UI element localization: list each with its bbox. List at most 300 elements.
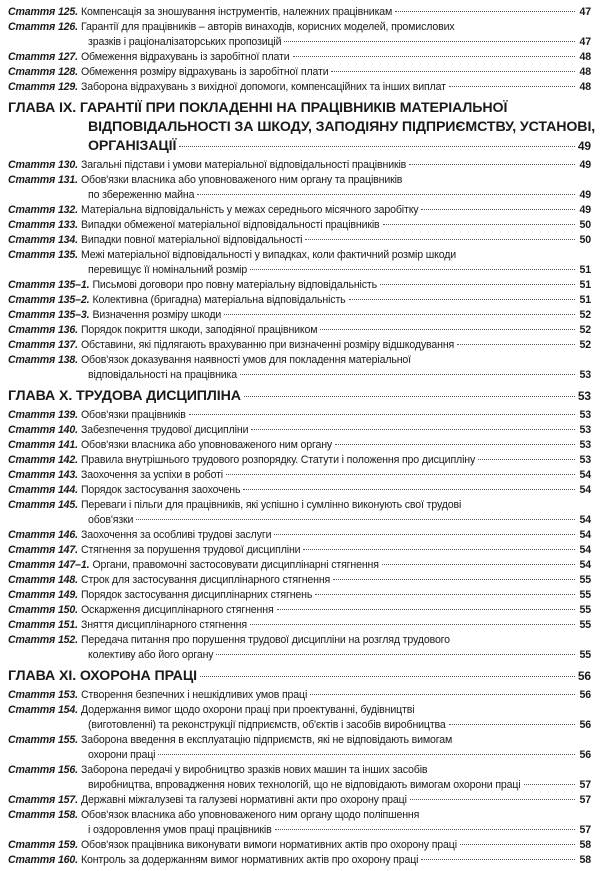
article-title: Компенсація за зношування інструментів, належних працівникам [80,6,393,18]
article-title: перевищує її номінальний розмір [88,264,248,276]
article-line [8,588,591,603]
article-num: 159. [57,839,78,851]
article-entry [8,323,591,338]
article-line [8,323,591,338]
page-number: 53 [579,424,591,436]
article-line [8,778,591,793]
article-num: 135. [57,249,78,261]
article-title: Обов'язок доказування наявності умов для покладення матеріальної [80,354,411,366]
page-number: 50 [579,219,591,231]
article-prefix: Стаття [8,559,56,571]
article-title: Заохочення за особливі трудові заслуги [80,529,272,541]
article-title: Межі матеріальної відповідальності у випадках, коли фактичний розмір шкоди [80,249,457,261]
article-title: Органи, правомочні застосовувати дисциплінарні стягнення [92,559,379,571]
article-title: Заборона відрахувань з вихідної допомоги, компенсаційних та інших виплат [80,81,446,93]
article-number [8,453,78,468]
article-line [8,80,591,95]
article-title: Заборона передачі у виробництво зразків нових машин та інших засобів [80,764,428,776]
article-number [8,218,78,233]
article-entry [8,158,591,173]
article-prefix: Стаття [8,589,56,601]
article-line [8,408,591,423]
article-entry [8,793,591,808]
article-entry [8,618,591,633]
article-line [8,158,591,173]
article-entry [8,293,591,308]
article-prefix: Стаття [8,219,56,231]
article-line [8,808,591,823]
article-line [8,468,591,483]
article-prefix: Стаття [8,619,56,631]
chapter-title-line [8,387,591,406]
article-number [8,158,78,173]
dot-leader [395,11,575,12]
article-num: 136. [57,324,78,336]
article-entry [8,173,591,203]
article-entry [8,573,591,588]
dot-leader [310,694,575,695]
article-title: Порядок застосування заохочень [80,484,241,496]
article-number [8,573,78,588]
article-number [8,808,78,823]
page-number: 48 [579,51,591,63]
page-number: 56 [577,669,591,683]
article-num: 157. [57,794,78,806]
article-entry [8,50,591,65]
article-num: 131. [57,174,78,186]
article-prefix: Стаття [8,454,56,466]
article-line [8,853,591,868]
article-entry [8,588,591,603]
article-prefix: Стаття [8,354,56,366]
article-number [8,558,89,573]
article-line [8,603,591,618]
article-num: 139. [57,409,78,421]
article-number [8,588,78,603]
page-number: 53 [579,369,591,381]
article-title: і оздоровлення умов праці працівників [88,824,272,836]
article-entry [8,558,591,573]
chapter-entry [8,99,596,156]
article-line [8,823,591,838]
page-number: 54 [579,484,591,496]
article-line [8,838,591,853]
article-prefix: Стаття [8,854,56,866]
dot-leader [251,429,575,430]
page-number: 49 [579,189,591,201]
article-line [8,733,591,748]
page-number: 53 [579,454,591,466]
dot-leader [380,284,575,285]
dot-leader [158,754,575,755]
dot-leader [250,624,575,625]
article-line [8,278,591,293]
article-title: Створення безпечних і нешкідливих умов праці [80,689,308,701]
article-entry [8,408,591,423]
article-prefix: Стаття [8,66,56,78]
article-num: 145. [57,499,78,511]
page-number: 54 [579,514,591,526]
dot-leader [293,56,576,57]
article-line [8,453,591,468]
article-entry [8,763,591,793]
article-entry [8,853,591,868]
article-num: 158. [57,809,78,821]
article-entry [8,20,591,50]
chapter-entry [8,667,591,686]
article-prefix: Стаття [8,484,56,496]
page-number: 48 [579,81,591,93]
page-number: 57 [579,779,591,791]
chapter-title-line [8,118,596,137]
article-title: виробництва, впровадження нових технологій, що не відповідають вимогам охорони праці [88,779,521,791]
dot-leader [200,676,575,677]
article-num: 132. [57,204,78,216]
article-num: 135–2. [57,294,90,306]
article-entry [8,338,591,353]
article-number [8,278,89,293]
article-line [8,558,591,573]
article-entry [8,218,591,233]
article-prefix: Стаття [8,159,56,171]
article-title: по збереженню майна [88,189,195,201]
article-title: Колективна (бригадна) матеріальна відповідальність [92,294,346,306]
dot-leader [189,414,575,415]
article-num: 144. [57,484,78,496]
article-title: Випадки обмеженої матеріальної відповідальності працівників [80,219,380,231]
article-entry [8,543,591,558]
article-entry [8,468,591,483]
article-title: Обмеження розміру відрахувань із заробітної плати [80,66,329,78]
article-line [8,648,591,663]
article-title: Зняття дисциплінарного стягнення [80,619,247,631]
article-entry [8,603,591,618]
article-num: 126. [57,21,78,33]
page-number: 58 [579,839,591,851]
article-number [8,5,78,20]
article-entry [8,233,591,248]
article-num: 148. [57,574,78,586]
page-number: 56 [579,719,591,731]
article-entry [8,5,591,20]
article-number [8,438,78,453]
article-title: Додержання вимог щодо охорони праці при проектуванні, будівництві [80,704,415,716]
article-line [8,618,591,633]
dot-leader [305,239,575,240]
article-entry [8,438,591,453]
article-line [8,218,591,233]
article-prefix: Стаття [8,469,56,481]
article-line [8,748,591,763]
article-title: відповідальності на працівника [88,369,238,381]
article-entry [8,528,591,543]
article-entry [8,733,591,763]
dot-leader [284,41,575,42]
article-num: 152. [57,634,78,646]
article-prefix: Стаття [8,21,56,33]
article-line [8,308,591,323]
article-prefix: Стаття [8,324,56,336]
article-prefix: Стаття [8,279,56,291]
article-num: 135–1. [57,279,90,291]
article-num: 160. [57,854,78,866]
dot-leader [320,329,575,330]
article-line [8,233,591,248]
dot-leader [224,314,575,315]
article-line [8,20,591,35]
article-line [8,188,591,203]
article-prefix: Стаття [8,339,56,351]
article-prefix: Стаття [8,529,56,541]
article-num: 137. [57,339,78,351]
article-number [8,688,78,703]
article-entry [8,308,591,323]
dot-leader [460,844,575,845]
page-number: 56 [579,749,591,761]
article-entry [8,453,591,468]
article-prefix: Стаття [8,689,56,701]
article-title: Строк для застосування дисциплінарного стягнення [80,574,331,586]
dot-leader [216,654,575,655]
article-title: Матеріальна відповідальність у межах середнього місячного заробітку [80,204,419,216]
page-number: 54 [579,559,591,571]
page-number: 48 [579,66,591,78]
article-prefix: Стаття [8,249,56,261]
dot-leader [410,799,575,800]
chapter-title-line [8,99,591,118]
article-title: Обмеження відрахувань із заробітної плати [80,51,290,63]
article-line [8,793,591,808]
article-prefix: Стаття [8,544,56,556]
article-line [8,483,591,498]
article-line [8,368,591,383]
article-title: Забезпечення трудової дисципліни [80,424,249,436]
chapter-title: ВІДПОВІДАЛЬНОСТІ ЗА ШКОДУ, ЗАПОДІЯНУ ПІДПРИЄМСТВУ, УСТАНОВІ, [88,119,596,135]
article-num: 156. [57,764,78,776]
article-num: 140. [57,424,78,436]
article-prefix: Стаття [8,81,56,93]
article-entry [8,703,591,733]
article-title: Випадки повної матеріальної відповідальності [80,234,303,246]
article-prefix: Стаття [8,439,56,451]
article-prefix: Стаття [8,6,56,18]
dot-leader [409,164,575,165]
article-number [8,20,78,35]
dot-leader [179,146,575,147]
article-num: 141. [57,439,78,451]
dot-leader [136,519,575,520]
dot-leader [331,71,575,72]
dot-leader [240,374,575,375]
article-num: 153. [57,689,78,701]
article-entry [8,633,591,663]
article-title: Загальні підстави і умови матеріальної відповідальності працівників [80,159,407,171]
article-number [8,408,78,423]
article-num: 134. [57,234,78,246]
page-number: 51 [579,279,591,291]
article-title: Обов'язки працівників [80,409,186,421]
article-number [8,703,78,718]
article-entry [8,498,591,528]
article-entry [8,248,591,278]
page-number: 51 [579,294,591,306]
article-number [8,65,78,80]
article-line [8,718,591,733]
dot-leader [382,564,575,565]
article-num: 143. [57,469,78,481]
dot-leader [274,534,575,535]
article-title: Обставини, які підлягають врахуванню при визначенні розміру відшкодування [80,339,455,351]
page-number: 53 [579,409,591,421]
page-number: 52 [579,339,591,351]
article-num: 146. [57,529,78,541]
article-title: Визначення розміру шкоди [92,309,222,321]
article-number [8,618,78,633]
article-title: Передача питання про порушення трудової дисципліни на розгляд трудового [80,634,450,646]
article-title: Державні міжгалузеві та галузеві нормативні акти про охорону праці [80,794,407,806]
dot-leader [383,224,575,225]
article-number [8,323,78,338]
dot-leader [449,86,575,87]
page-number: 55 [579,589,591,601]
article-title: Обов'язок власника або уповноваженого ним органу щодо поліпшення [80,809,420,821]
article-prefix: Стаття [8,604,56,616]
article-line [8,173,591,188]
chapter-title: ОРГАНІЗАЦІЇ [88,138,177,154]
dot-leader [244,396,575,397]
page-number: 54 [579,469,591,481]
article-line [8,423,591,438]
article-prefix: Стаття [8,764,56,776]
article-line [8,763,591,778]
article-line [8,573,591,588]
article-line [8,248,591,263]
dot-leader [197,194,575,195]
article-entry [8,483,591,498]
article-number [8,308,89,323]
article-prefix: Стаття [8,294,56,306]
page-number: 54 [579,529,591,541]
article-num: 151. [57,619,78,631]
article-line [8,65,591,80]
article-line [8,633,591,648]
article-num: 147. [57,544,78,556]
dot-leader [457,344,575,345]
article-title: Обов'язки власника або уповноваженого ним органу [80,439,333,451]
article-number [8,423,78,438]
chapter-entry [8,387,591,406]
article-prefix: Стаття [8,839,56,851]
article-num: 155. [57,734,78,746]
article-line [8,263,591,278]
article-prefix: Стаття [8,424,56,436]
article-entry [8,423,591,438]
article-prefix: Стаття [8,809,56,821]
page-number: 49 [579,159,591,171]
article-prefix: Стаття [8,734,56,746]
page-number: 50 [579,234,591,246]
article-prefix: Стаття [8,204,56,216]
chapter-title: ГЛАВА X. ТРУДОВА ДИСЦИПЛІНА [8,388,241,404]
article-line [8,543,591,558]
article-line [8,203,591,218]
article-line [8,35,591,50]
article-number [8,173,78,188]
chapter-title: ГЛАВА IX. ГАРАНТІЇ ПРИ ПОКЛАДЕННІ НА ПРАЦІВНИКІВ МАТЕРІАЛЬНОЇ [8,100,508,116]
article-prefix: Стаття [8,51,56,63]
article-line [8,50,591,65]
article-num: 138. [57,354,78,366]
article-title: Переваги і пільги для працівників, які успішно і сумлінно виконують свої трудові [80,499,462,511]
article-prefix: Стаття [8,574,56,586]
article-title: Оскарження дисциплінарного стягнення [80,604,274,616]
article-num: 125. [57,6,78,18]
article-number [8,50,78,65]
dot-leader [275,829,575,830]
article-entry [8,65,591,80]
article-line [8,498,591,513]
article-number [8,793,78,808]
article-title: зразків і раціоналізаторських пропозицій [88,36,282,48]
article-title: Порядок застосування дисциплінарних стягнень [80,589,313,601]
article-number [8,293,89,308]
page-number: 47 [579,6,591,18]
article-entry [8,808,591,838]
article-title: обов'язки [88,514,134,526]
article-number [8,248,78,263]
page-number: 58 [579,854,591,866]
dot-leader [524,784,575,785]
dot-leader [478,459,575,460]
article-prefix: Стаття [8,234,56,246]
chapter-title-line [8,137,591,156]
article-number [8,603,78,618]
dot-leader [303,549,575,550]
article-num: 127. [57,51,78,63]
dot-leader [250,269,575,270]
dot-leader [349,299,575,300]
page-number: 49 [577,139,591,153]
article-number [8,203,78,218]
page-number: 56 [579,689,591,701]
dot-leader [335,444,575,445]
article-num: 128. [57,66,78,78]
article-num: 150. [57,604,78,616]
article-line [8,293,591,308]
article-title: охорони праці [88,749,156,761]
article-prefix: Стаття [8,409,56,421]
dot-leader [421,859,575,860]
article-entry [8,203,591,218]
article-number [8,633,78,648]
article-entry [8,278,591,293]
article-number [8,80,78,95]
dot-leader [421,209,575,210]
article-title: Контроль за додержанням вимог нормативних актів про охорону праці [80,854,419,866]
page-number: 52 [579,324,591,336]
article-line [8,513,591,528]
article-title: Обов'язки власника або уповноваженого ним органу та працівників [80,174,403,186]
article-num: 147–1. [57,559,90,571]
article-line [8,528,591,543]
article-line [8,353,591,368]
article-number [8,498,78,513]
article-title: Правила внутрішнього трудового розпорядку. Статути і положення про дисципліну [80,454,476,466]
page-number: 55 [579,604,591,616]
article-entry [8,838,591,853]
article-title: Порядок покриття шкоди, заподіяної працівником [80,324,318,336]
article-entry [8,80,591,95]
